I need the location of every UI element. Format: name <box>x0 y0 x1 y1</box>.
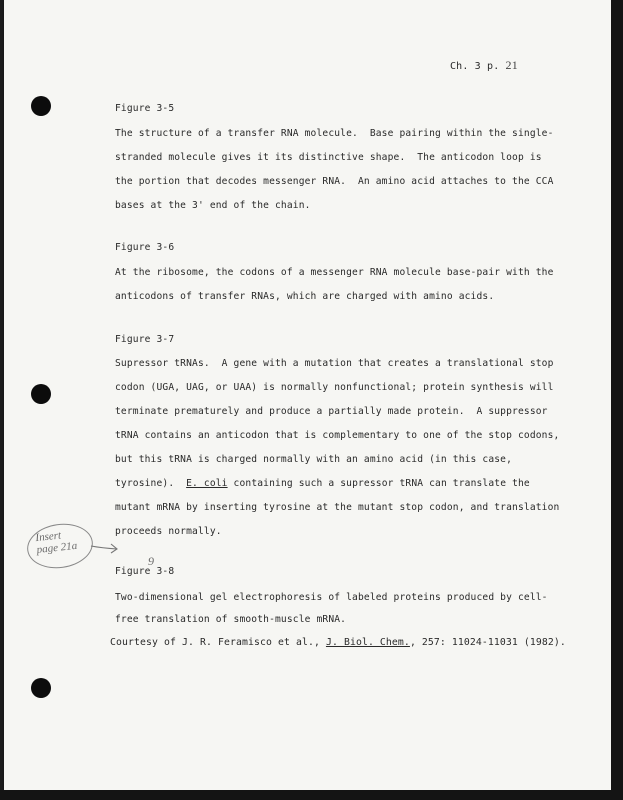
figure-3-5-line: bases at the 3' end of the chain. <box>115 200 311 211</box>
handwritten-arrow-icon <box>90 540 120 554</box>
figure-3-7-line: mutant mRNA by inserting tyrosine at the mutant stop codon, and translation <box>115 502 560 513</box>
figure-3-8-line: free translation of smooth-muscle mRNA. <box>115 614 347 625</box>
tyrosine-text: tyrosine). <box>115 478 175 489</box>
insert-note-line1: Insert <box>34 529 62 545</box>
courtesy-prefix: Courtesy of J. R. Feramisco et al., <box>110 637 320 648</box>
figure-3-5-label: Figure 3-5 <box>115 103 175 114</box>
binder-hole-top <box>31 96 51 116</box>
figure-3-6-label: Figure 3-6 <box>115 242 175 253</box>
figure-3-7-line: codon (UGA, UAG, or UAA) is normally nonfunctional; protein synthesis will <box>115 382 554 393</box>
e-coli-underlined: E. coli <box>186 478 228 489</box>
page-number: 21 <box>505 58 518 72</box>
courtesy-suffix: , 257: 11024-11031 (1982). <box>409 637 566 648</box>
figure-3-7-line: terminate prematurely and produce a partially made protein. A suppressor <box>115 406 548 417</box>
handwritten-insert-note <box>35 528 78 556</box>
figure-3-7-line: Supressor tRNAs. A gene with a mutation that creates a translational stop <box>115 358 554 369</box>
page-header <box>450 58 518 73</box>
binder-hole-bottom <box>31 678 51 698</box>
figure-3-7-line <box>115 478 530 489</box>
figure-3-7-label: Figure 3-7 <box>115 334 175 345</box>
figure-3-7-line-rest: containing such a supressor tRNA can translate the <box>233 478 530 489</box>
figure-3-5-line: stranded molecule gives it its distinctive shape. The anticodon loop is <box>115 152 542 163</box>
binder-hole-middle <box>31 384 51 404</box>
figure-3-8-line: Two-dimensional gel electrophoresis of labeled proteins produced by cell- <box>115 592 548 603</box>
figure-3-6-line: At the ribosome, the codons of a messenger RNA molecule base-pair with the <box>115 267 554 278</box>
insert-note-line2: page 21a <box>36 539 78 557</box>
figure-3-7-line: proceeds normally. <box>115 526 222 537</box>
document-page <box>4 0 611 790</box>
courtesy-line <box>110 637 566 648</box>
figure-3-7-line: but this tRNA is charged normally with an amino acid (in this case, <box>115 454 513 465</box>
figure-3-5-line: the portion that decodes messenger RNA. An amino acid attaches to the CCA <box>115 176 554 187</box>
figure-3-7-line: tRNA contains an anticodon that is complementary to one of the stop codons, <box>115 430 560 441</box>
figure-3-5-line: The structure of a transfer RNA molecule. Base pairing within the single- <box>115 128 554 139</box>
journal-name: J. Biol. Chem. <box>325 637 410 648</box>
figure-3-6-line: anticodons of transfer RNAs, which are charged with amino acids. <box>115 291 495 302</box>
scan-edge-right <box>611 0 623 800</box>
figure-3-8-label: Figure 3-8 <box>115 566 175 577</box>
scan-edge-bottom <box>0 790 623 800</box>
handwritten-figure-correction: 9 <box>148 554 154 568</box>
chapter-label: Ch. 3 p. <box>450 61 500 72</box>
